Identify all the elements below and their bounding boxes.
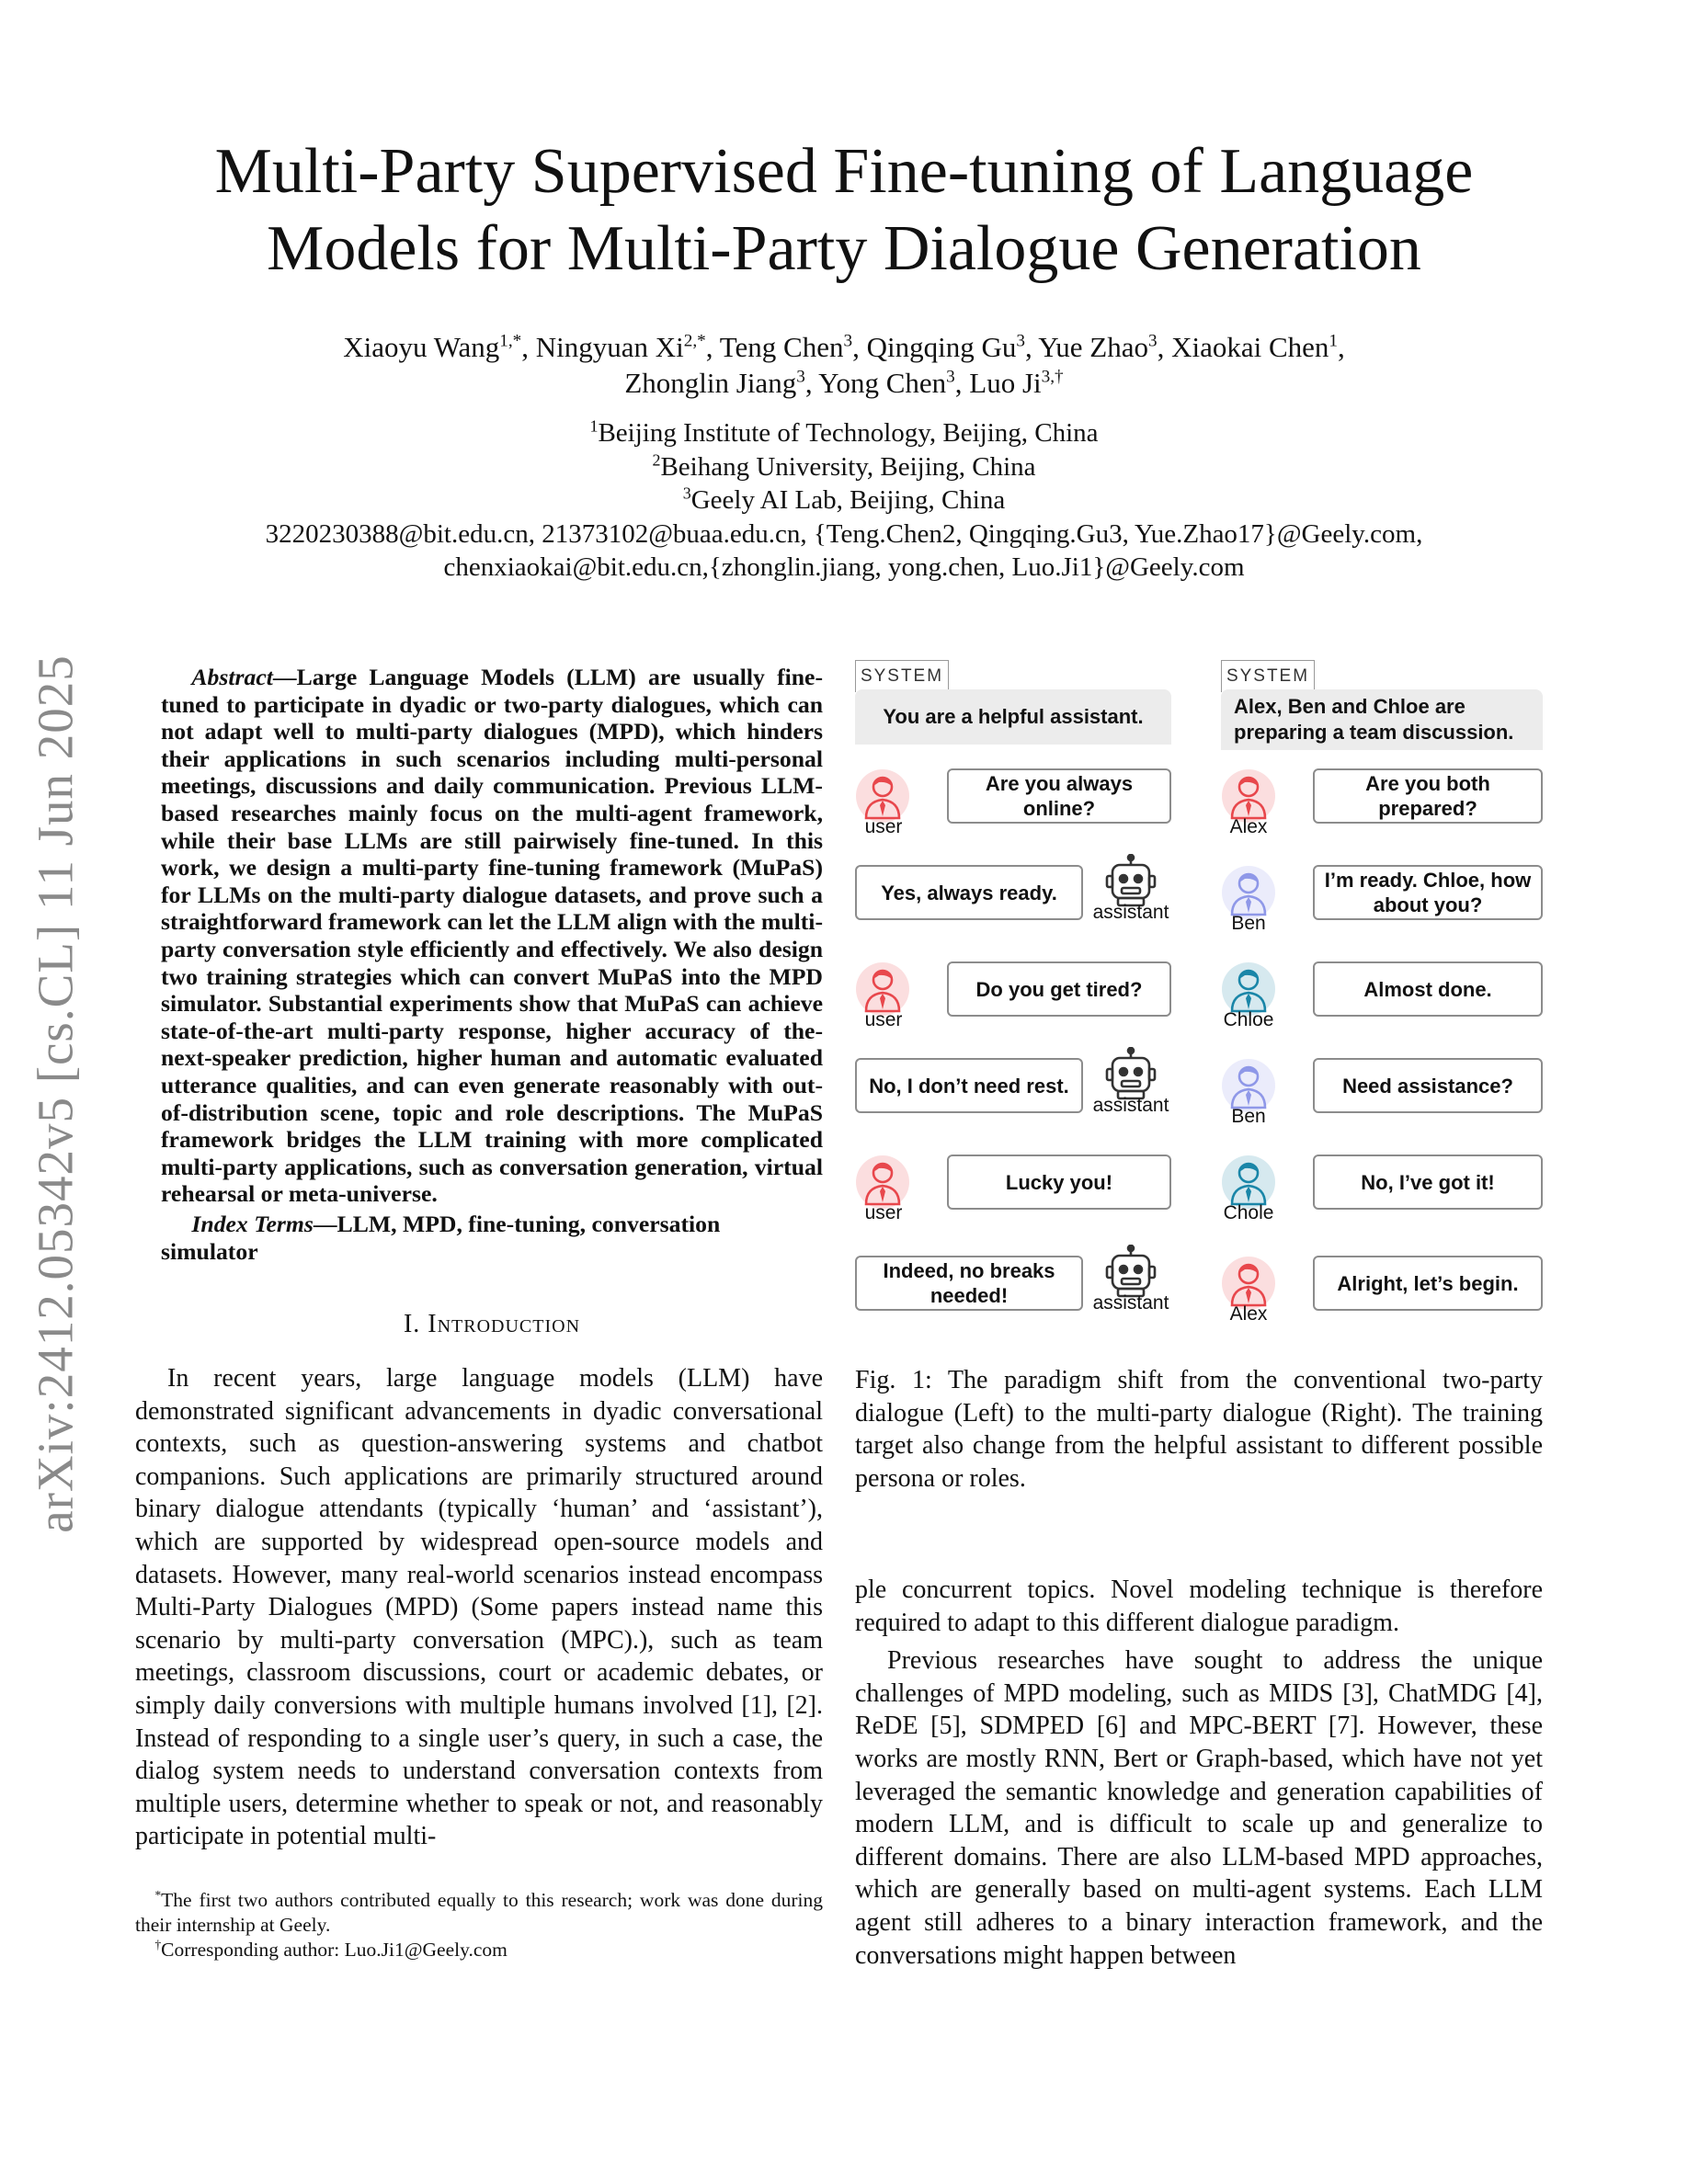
section-number: I. — [403, 1310, 421, 1338]
message-bubble: No, I don’t need rest. — [855, 1058, 1083, 1113]
message-bubble: Indeed, no breaks needed! — [855, 1256, 1083, 1311]
author: Xiaoyu Wang$^{1,*}$, — [343, 331, 536, 363]
speaker-label: assistant — [1092, 902, 1169, 923]
message-bubble: Lucky you! — [947, 1155, 1171, 1210]
user-avatar-icon — [855, 961, 910, 1017]
index-terms-text: —LLM, MPD, fine-tuning, conversation simulator — [161, 1211, 721, 1265]
message-bubble: Yes, always ready. — [855, 865, 1083, 920]
footnote-2: †Corresponding author: Luo.Ji1@Geely.com — [154, 1937, 508, 1961]
message-bubble: Are you both prepared? — [1313, 768, 1543, 824]
author: Yue Zhao$^3$, — [1038, 331, 1172, 363]
author: Qingqing Gu$^3$, — [866, 331, 1039, 363]
system-tab: SYSTEM — [855, 660, 949, 692]
message-bubble: I’m ready. Chloe, how about you? — [1313, 865, 1543, 920]
system-tab: SYSTEM — [1221, 660, 1315, 692]
section-title: Introduction — [428, 1310, 581, 1338]
assistant-robot-icon — [1103, 1047, 1158, 1102]
speaker-label: Alex — [1229, 1303, 1268, 1325]
speaker-label: assistant — [1092, 1292, 1169, 1314]
speaker-label: Alex — [1229, 816, 1268, 837]
author-line-1 — [138, 329, 1550, 365]
person-avatar-icon — [1221, 1155, 1276, 1210]
user-avatar-icon — [855, 768, 910, 824]
speaker-label: user — [864, 1202, 903, 1223]
abstract — [161, 664, 823, 1208]
system-message: Alex, Ben and Chloe are preparing a team discussion. — [1221, 689, 1543, 750]
person-avatar-icon — [1221, 768, 1276, 824]
speaker-label: Chloe — [1223, 1009, 1274, 1030]
message-bubble: Almost done. — [1313, 961, 1543, 1017]
assistant-robot-icon — [1103, 1245, 1158, 1300]
abstract-text: —Large Language Models (LLM) are usually fine-tuned to participate in dyadic or two-party dialogues, which can not adapt well to multi-party dialogues (MPD), which hinders their applications in such scenarios including multi-personal meetings, discussions and daily communication. Previous LLM-based researches mainly focus on the multi-agent framework, while their base LLMs are still pairwisely fine-tuned. In this work, we design a multi-party fine-tuning framework (MuPaS) for LLMs on the multi-party dialogue datasets, and prove such a straightforward framework can let the LLM align with the multi-party conversation style efficiently and effectively. We also design two training strategies which can convert MuPaS into the MPD simulator. Substantial experiments show that MuPaS can achieve state-of-the-art multi-party response, higher accuracy of the-next-speaker prediction, higher human and automatic evaluated utterance qualities, and can even generate reasonably with out-of-distribution scene, topic and role descriptions. The MuPaS framework bridges the LLM training with more complicated multi-party applications, such as conversation generation, virtual rehearsal or meta-universe. — [161, 664, 823, 1208]
message-bubble: Need assistance? — [1313, 1058, 1543, 1113]
speaker-label: user — [864, 1009, 903, 1030]
author: Ningyuan $Xi^{2,*}$, — [535, 331, 720, 363]
email-line-1: 3220230388@bit.edu.cn, 21373102@buaa.edu.cn, {Teng.Chen2, Qingqing.Gu3, Yue.Zhao17}@Geely.com, — [265, 518, 1423, 549]
paper-title — [138, 133, 1550, 288]
author-line-2 — [138, 365, 1550, 401]
person-avatar-icon — [1221, 1256, 1276, 1311]
intro-text: In recent years, large language models (LLM) have demonstrated significant advancements in dyadic conversational contexts, such as question-answering systems and chatbot companions. Such applications are primarily structured around binary dialogue attendants (typically ‘human’ and ‘assistant’), which are supported by widespread open-source models and datasets. However, many real-world scenarios instead encompass Multi-Party Dialogues (MPD) (Some papers instead name this scenario by multi-party conversation (MPC).), such as team meetings, classroom discussions, court or academic debates, or simply daily conversions with multiple humans involved [1], [2]. Instead of responding to a single user’s query, in such a case, the dialog system needs to understand conversation contexts from multiple users, determine whether to speak or not, and reasonably participate in potential multi- — [135, 1364, 823, 1851]
affiliations — [138, 416, 1550, 585]
email-line-2: chenxiaokai@bit.edu.cn,{zhonglin.jiang, yong.chen, Luo.Ji1}@Geely.com — [443, 552, 1245, 582]
affiliation-2: $^2$Beihang University, Beijing, China — [652, 449, 1036, 482]
intro-paragraph-right — [855, 1574, 1543, 1972]
person-avatar-icon — [1221, 865, 1276, 920]
message-bubble: No, I’ve got it! — [1313, 1155, 1543, 1210]
author: Yong Chen$^3$, — [818, 367, 970, 399]
intro-paragraph-left — [135, 1362, 823, 1853]
author: Zhonglin Jiang$^3$, — [624, 367, 819, 399]
footnote-1: *The first two authors contributed equally to this research; work was done during their internship at Geely. — [135, 1887, 823, 1936]
author: Teng Chen$^3$, — [719, 331, 867, 363]
figure-caption: Fig. 1: The paradigm shift from the conventional two-party dialogue (Left) to the multi-party dialogue (Right). The training target also change from the helpful assistant to different possible persona or roles. — [855, 1366, 1543, 1493]
affiliation-1: $^1$Beijing Institute of Technology, Beijing, China — [589, 416, 1099, 448]
index-terms — [161, 1211, 823, 1265]
speaker-label: Ben — [1231, 1106, 1266, 1127]
abstract-label: Abstract — [191, 664, 273, 690]
figure-1 — [855, 660, 1554, 1354]
user-avatar-icon — [855, 1155, 910, 1210]
message-bubble: Are you always online? — [947, 768, 1171, 824]
assistant-robot-icon — [1103, 854, 1158, 909]
author: Luo $Ji^{3,\dagger}$ — [969, 367, 1064, 399]
intro-paragraph-2: Previous researches have sought to address the unique challenges of MPD modeling, such as MIDS [3], ChatMDG [4], ReDE [5], SDMPED [6] and MPC-BERT [7]. However, these works are mostly RNN, Bert or Graph-based, which have not yet leveraged the semantic knowledge and generation capabilities of modern LLM, and is difficult to scale up and generalize to different domains. There are also LLM-based MPD approaches, which are generally based on multi-agent systems. Each LLM agent still adheres to a binary interaction framework, and the conversations might happen between — [855, 1646, 1543, 1970]
arxiv-stamp — [18, 607, 92, 1581]
message-bubble: Do you get tired? — [947, 961, 1171, 1017]
author: Xiaokai Chen$^1$, — [1171, 331, 1345, 363]
speaker-label: user — [864, 816, 903, 837]
affiliation-3: $^3$Geely AI Lab, Beijing, China — [682, 483, 1006, 515]
author-list — [138, 329, 1550, 401]
title-line-1: Multi-Party Supervised Fine-tuning of Language — [214, 136, 1474, 207]
arxiv-id: arXiv:2412.05342v5 [cs.CL] 11 Jun 2025 — [27, 654, 84, 1533]
section-heading-introduction — [161, 1310, 823, 1339]
speaker-label: assistant — [1092, 1095, 1169, 1116]
speaker-label: Ben — [1231, 913, 1266, 934]
title-line-2: Models for Multi-Party Dialogue Generation — [267, 213, 1421, 284]
speaker-label: Chole — [1223, 1202, 1274, 1223]
message-bubble: Alright, let’s begin. — [1313, 1256, 1543, 1311]
index-terms-label: Index Terms — [191, 1211, 314, 1237]
system-message: You are a helpful assistant. — [855, 689, 1171, 745]
person-avatar-icon — [1221, 961, 1276, 1017]
person-avatar-icon — [1221, 1058, 1276, 1113]
footnotes — [135, 1888, 823, 1962]
intro-continuation: ple concurrent topics. Novel modeling technique is therefore required to adapt to this different dialogue paradigm. — [855, 1575, 1543, 1637]
